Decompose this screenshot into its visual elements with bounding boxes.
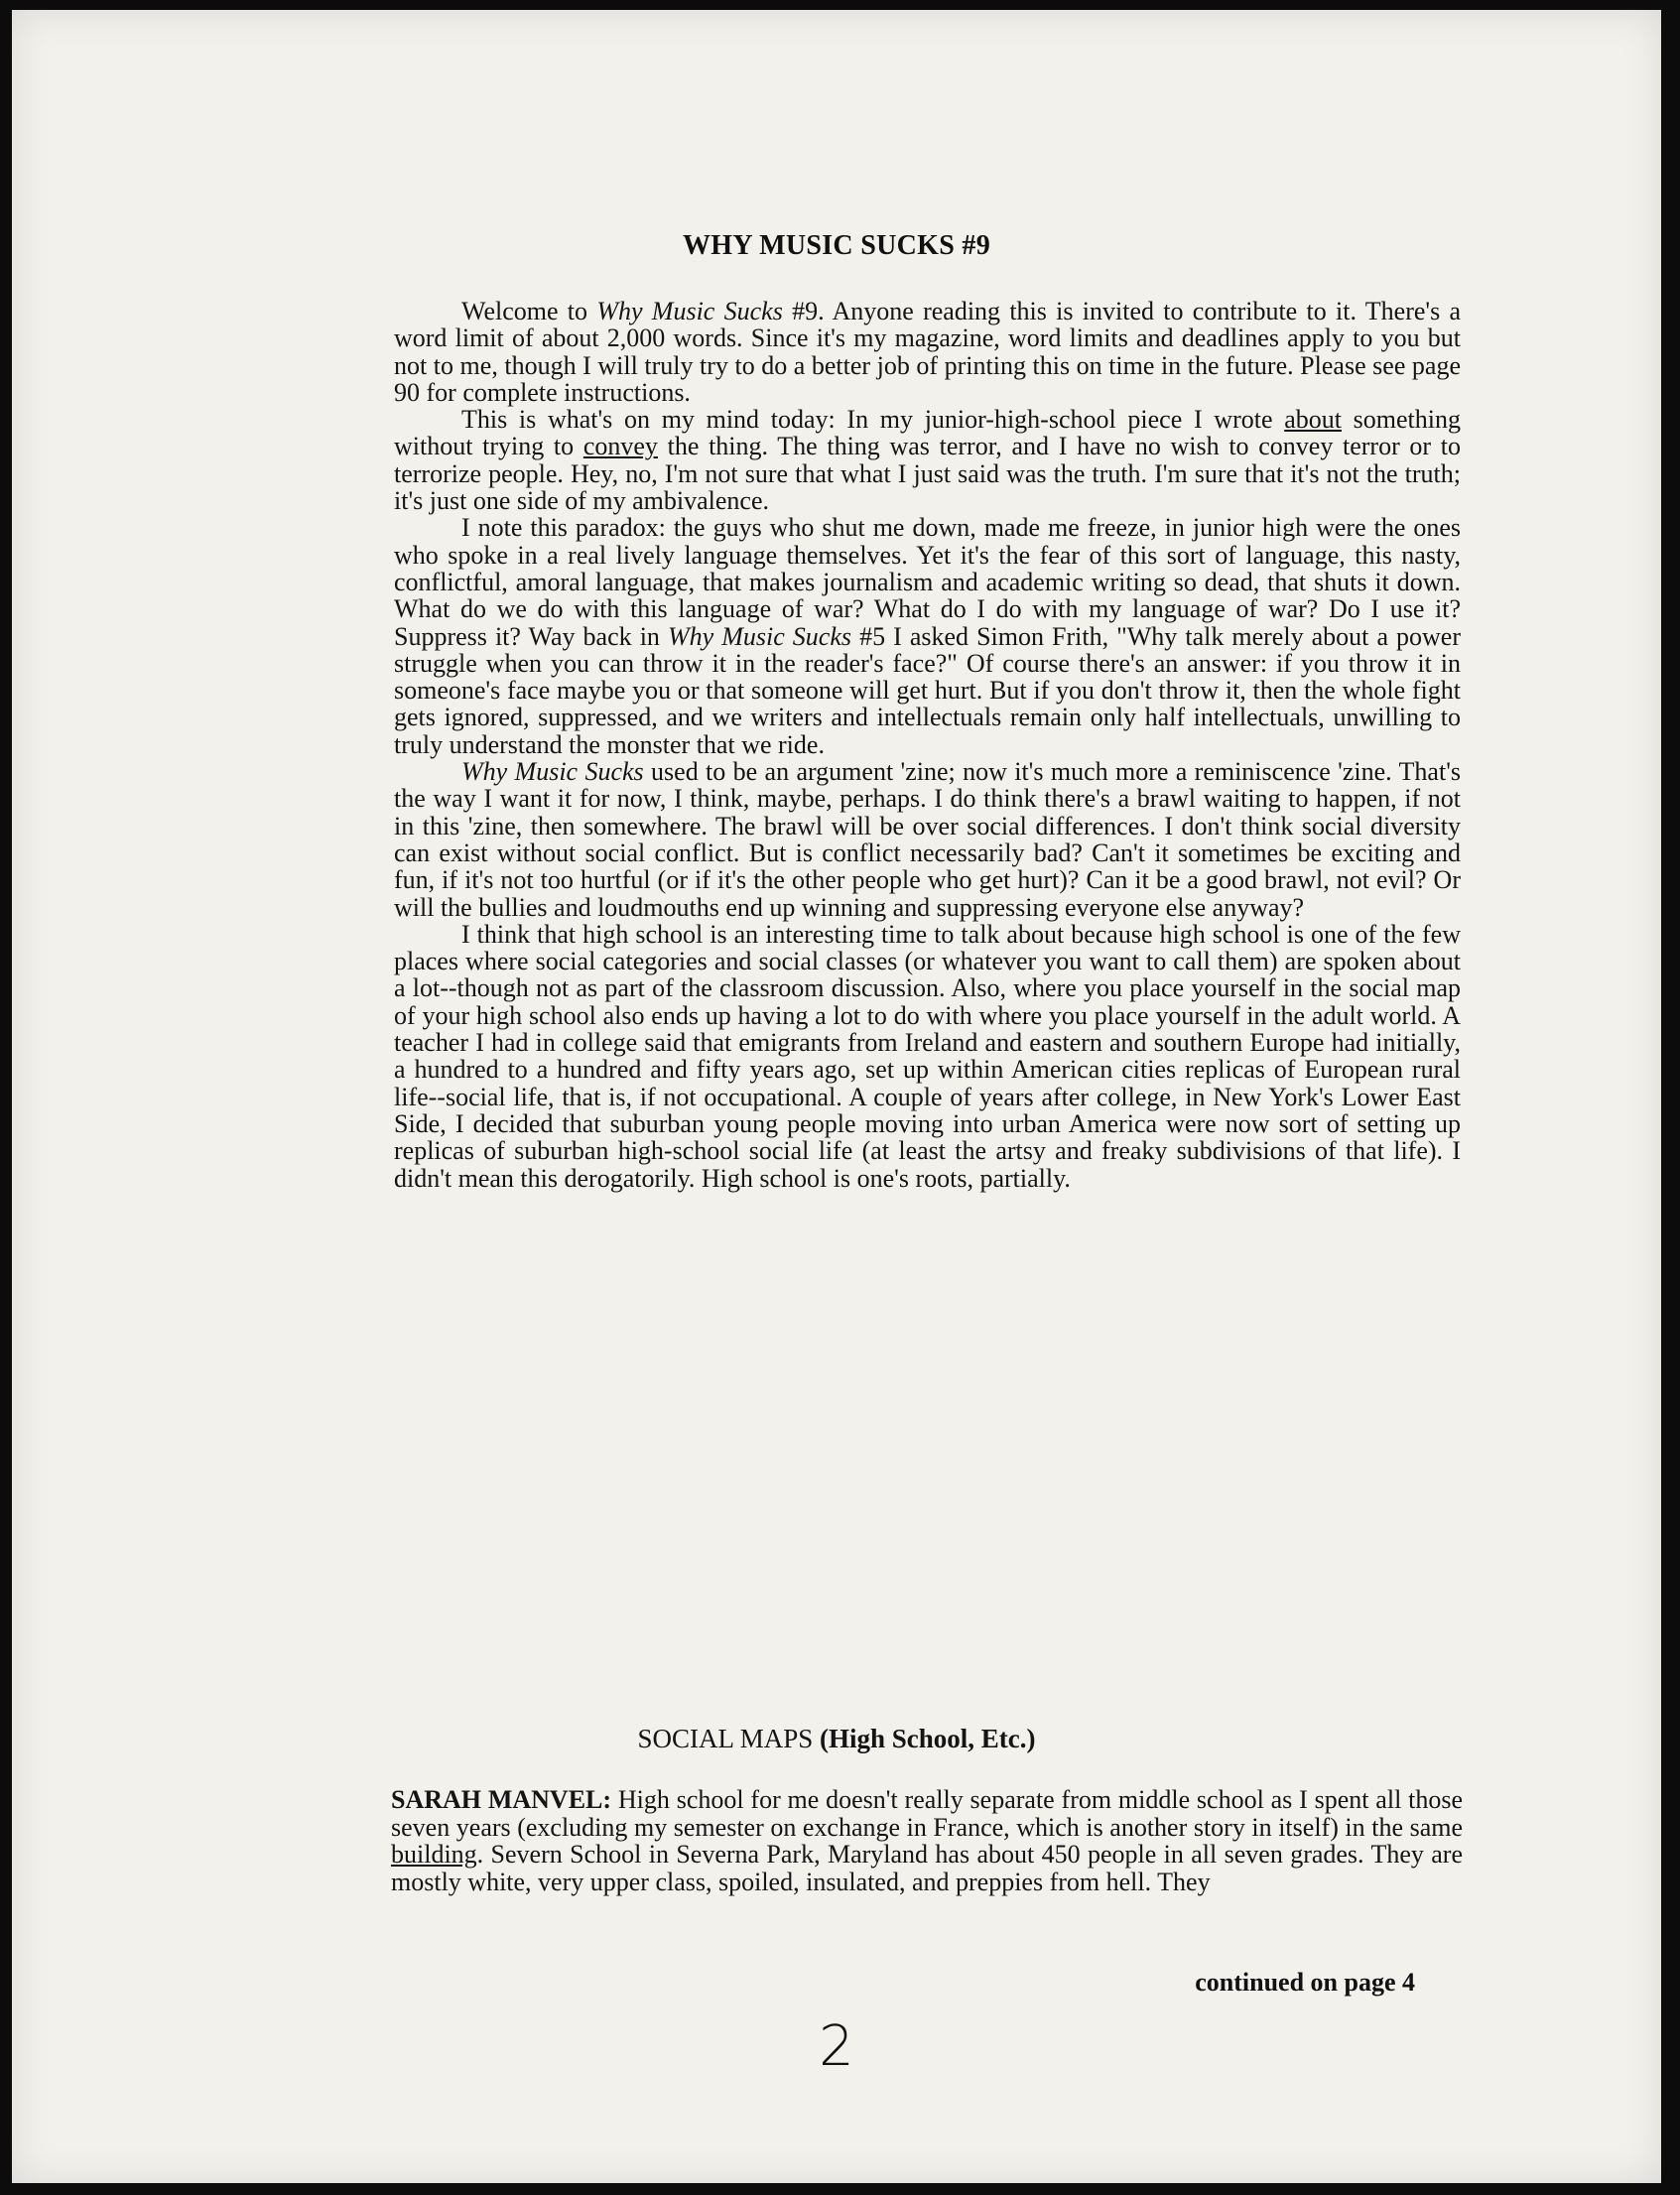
text-run: #9. Anyone reading this is invited to contribute to it. There's a word limit of about 2,000 words. Since it's my magazine, word limits and deadlines apply to you but not to me, though I will truly try to do a better job of printing this on time in the future. Please see page 90 for complete instructions. — [394, 297, 1462, 407]
paragraph-3 — [394, 514, 1461, 758]
page-sheet — [12, 10, 1661, 2183]
text-run: Welcome to — [461, 297, 597, 325]
paragraph-2 — [394, 406, 1461, 514]
italic-title: Why Music Sucks — [596, 297, 783, 325]
text-run: something without trying to — [394, 405, 1461, 461]
text-run: I note this paradox: the guys who shut me down, made me freeze, in junior high were the ones who spoke in a real lively language themselves. Yet it's the fear of this sort of language, this nasty, conflictful, amoral language, that makes journalism and academic writing so dead, that shuts it down. What do we do with this language of war? What do I do with my language of war? Do I use it? Suppress it? Way back in — [394, 513, 1461, 651]
section-heading-text: SOCIAL MAPS — [637, 1724, 821, 1753]
contributor-name: SARAH MANVEL: — [391, 1785, 612, 1814]
text-run: used to be an argument 'zine; now it's much more a reminiscence 'zine. That's the way I want it for now, I think, maybe, perhaps. I do think there's a brawl waiting to happen, if not in this 'zine, then somewhere. The brawl will be over social differences. I don't think social diversity can exist without social conflict. But is conflict necessarily bad? Can't it sometimes be exciting and fun, if it's not too hurtful (or if it's the other people who get hurt)? Can it be a good brawl, not evil? Or will the bullies and loudmouths end up winning and suppressing everyone else anyway? — [394, 757, 1461, 922]
intro-text — [394, 298, 1461, 1192]
underlined-word: about — [1284, 405, 1342, 435]
section-heading — [12, 1724, 1661, 1754]
paragraph-4 — [394, 758, 1461, 921]
text-run: High school for me doesn't really separate from middle school as I spent all those seven years (excluding my semester on exchange in France, which is another story in itself) in the same — [391, 1785, 1463, 1842]
italic-title: Why Music Sucks — [667, 621, 852, 651]
text-run: the thing. The thing was terror, and I have no wish to convey terror or to terrorize people. Hey, no, I'm not sure that what I just said was the truth. I'm sure that it's not the truth; it's just one side of my ambivalence. — [394, 432, 1461, 516]
paragraph-1 — [394, 298, 1461, 406]
continued-note: continued on page 4 — [1195, 1968, 1415, 1997]
text-run: This is what's on my mind today: In my junior-high-school piece I wrote — [461, 405, 1285, 435]
underlined-word: convey — [582, 432, 658, 461]
contribution-text — [391, 1786, 1463, 1895]
text-run: #5 I asked Simon Frith, "Why talk merely about a power struggle when you can throw it in the reader's face?" Of course there's an answer: if you throw it in someone's face maybe you or that someone will get hurt. But if you don't throw it, then the whole fight gets ignored, suppressed, and we writers and intellectuals remain only half intellectuals, unwilling to truly understand the monster that we ride. — [394, 621, 1462, 759]
italic-title: Why Music Sucks — [461, 757, 644, 787]
section-heading-bold: (High School, Etc.) — [820, 1724, 1036, 1753]
underlined-word: building — [391, 1840, 477, 1869]
page-title: WHY MUSIC SUCKS #9 — [682, 230, 991, 261]
paragraph-5: I think that high school is an interesting time to talk about because high school is one of the few places where social categories and social classes (or whatever you want to call them) are spoken about a lot--though not as part of the classroom discussion. Also, where you place yourself in the social map of your high school also ends up having a lot to do with where you place yourself in the adult world. A teacher I had in college said that emigrants from Ireland and eastern and southern Europe had initially, a hundred to a hundred and fifty years ago, set up within American cities replicas of European rural life--social life, that is, if not occupational. A couple of years after college, in New York's Lower East Side, I decided that suburban young people moving into urban America were now sort of setting up replicas of suburban high-school social life (at least the artsy and freaky subdivisions of that life). I didn't mean this derogatorily. High school is one's roots, partially. — [394, 919, 1461, 1193]
text-run: . Severn School in Severna Park, Maryland has about 450 people in all seven grades. They are mostly white, very upper class, spoiled, insulated, and preppies from hell. They — [391, 1840, 1463, 1896]
page-number: 2 — [819, 2014, 854, 2079]
